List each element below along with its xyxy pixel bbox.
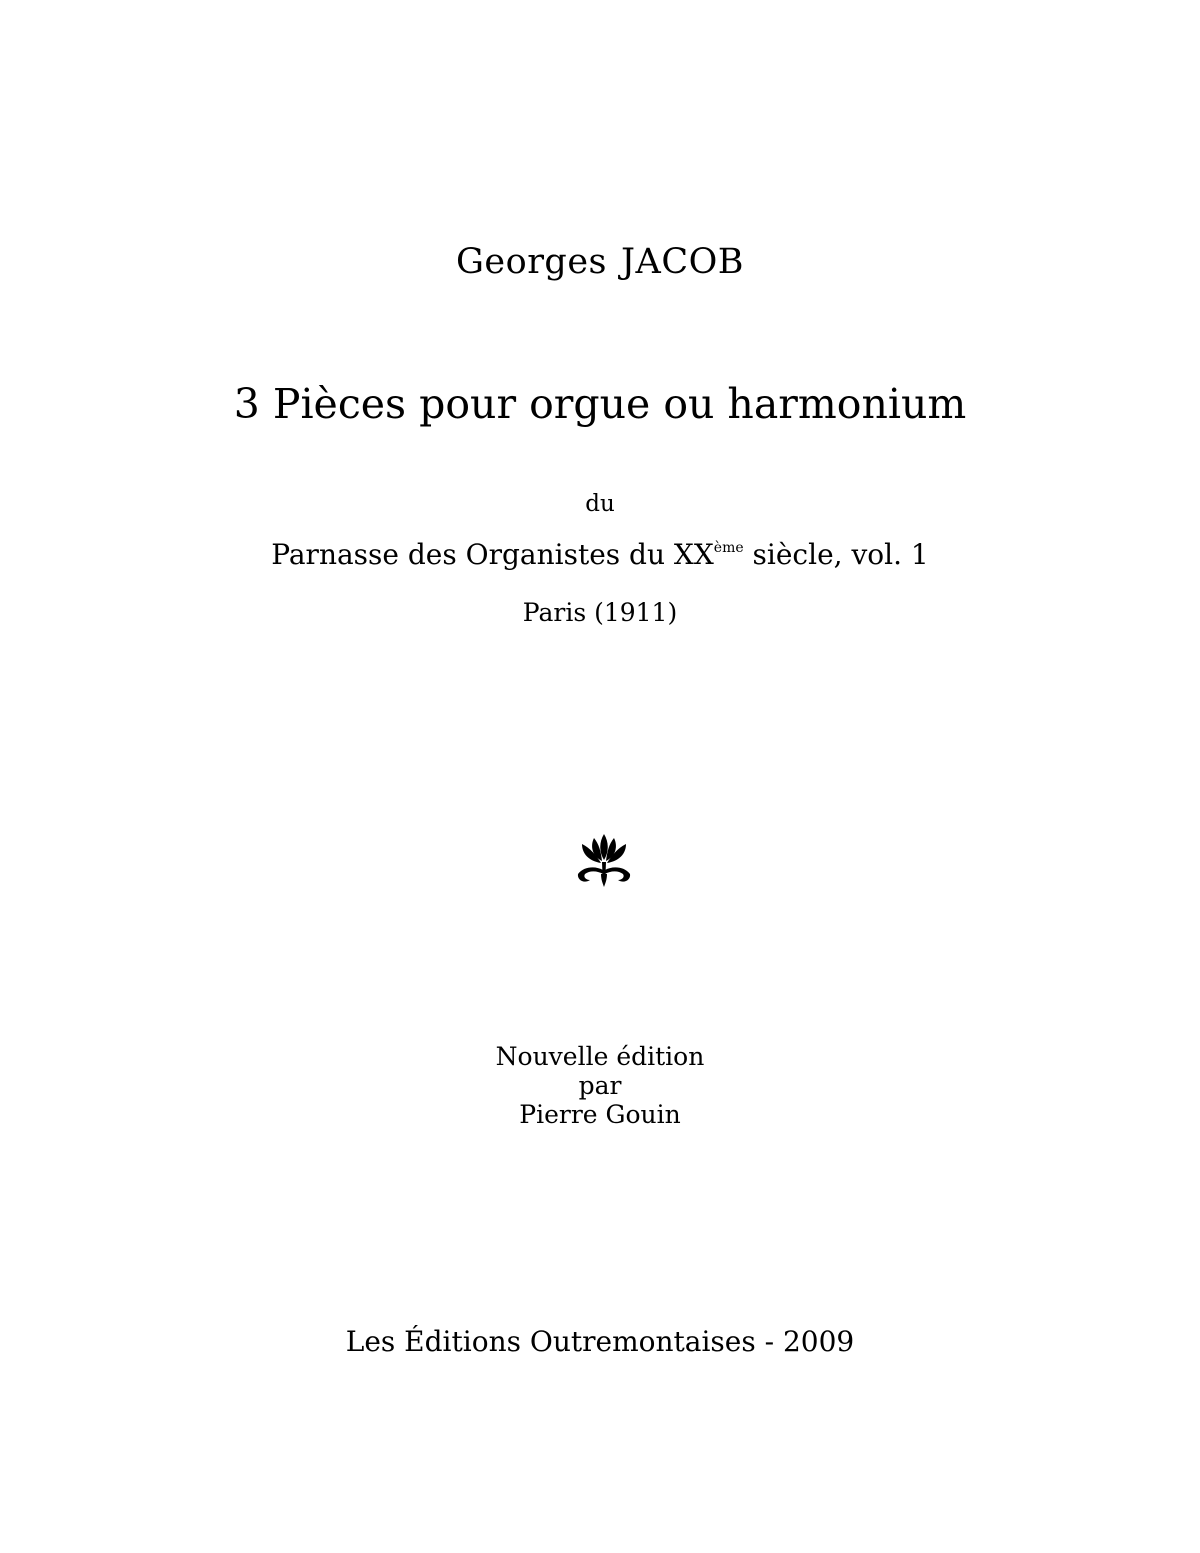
publisher-line: Les Éditions Outremontaises - 2009 [345,1325,855,1358]
collection-title-superscript: ème [713,540,744,556]
editor-name: Pierre Gouin [519,1100,681,1129]
work-title: 3 Pièces pour orgue ou harmonium [233,380,967,428]
fleuron-icon [572,830,636,888]
collection-title-end: siècle, vol. 1 [743,538,929,571]
collection-title-main: Parnasse des Organistes du XX [271,538,714,571]
edition-label: Nouvelle édition [495,1042,705,1071]
composer-last-name: JACOB [621,242,745,282]
collection-title [0,538,1200,571]
source-connector: du [585,491,615,517]
composer-first-name: Georges [455,242,608,282]
edition-by: par [578,1071,622,1100]
composer-name [0,242,1200,282]
edition-credit [0,1042,1200,1129]
place-date: Paris (1911) [522,598,678,627]
